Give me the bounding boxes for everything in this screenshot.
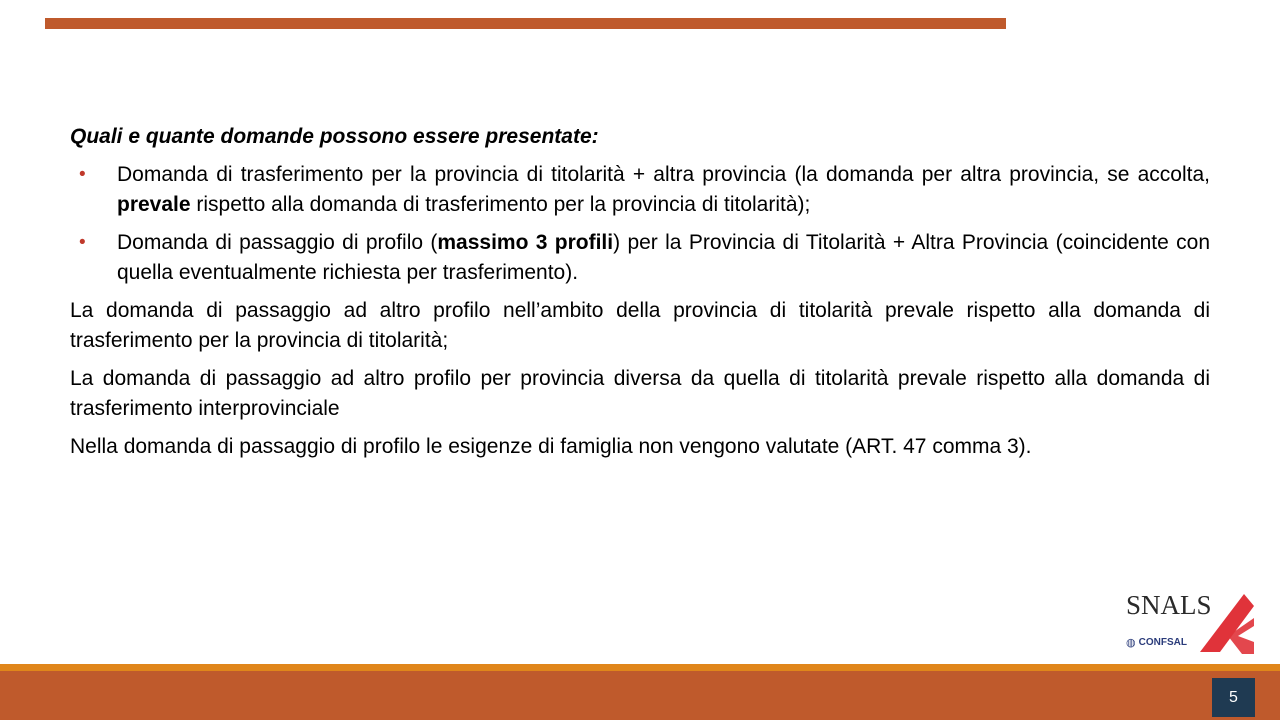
paragraph: La domanda di passaggio ad altro profilo nell’ambito della provincia di titolarità prevale rispetto alla domanda di trasferimento per la provincia di titolarità; bbox=[70, 299, 1210, 352]
list-item bbox=[70, 160, 1210, 220]
list-item bbox=[70, 228, 1210, 288]
bullet-text: Domanda di trasferimento per la provincia di titolarità + altra provincia (la domanda per altra provincia, se accolta, bbox=[117, 163, 1210, 186]
slide-heading: Quali e quante domande possono essere presentate: bbox=[70, 125, 599, 148]
footer-bar bbox=[0, 671, 1280, 720]
slide-content bbox=[70, 122, 1210, 470]
paragraph: La domanda di passaggio ad altro profilo per provincia diversa da quella di titolarità prevale rispetto alla domanda di trasferimento interprovinciale bbox=[70, 367, 1210, 420]
bullet-marker: • bbox=[79, 164, 86, 185]
paragraph: Nella domanda di passaggio di profilo le esigenze di famiglia non vengono valutate (ART. 47 comma 3). bbox=[70, 435, 1032, 458]
bullet-bold-text: prevale bbox=[117, 193, 191, 216]
bullet-text: rispetto alla domanda di trasferimento per la provincia di titolarità); bbox=[190, 193, 811, 216]
snals-logo-mark-icon bbox=[1198, 592, 1258, 654]
page-number: 5 bbox=[1212, 678, 1255, 717]
logo-sub-text: CONFSAL bbox=[1138, 637, 1187, 648]
snals-logo bbox=[1124, 590, 1260, 656]
footer-accent-line bbox=[0, 664, 1280, 671]
logo-sub bbox=[1126, 636, 1187, 649]
top-accent-bar bbox=[45, 18, 1006, 29]
bullet-text: ) per la Provincia di Titolarità + Altra Provincia (coincidente con quella eventualmente richiesta per trasferimento). bbox=[117, 231, 1211, 284]
logo-name: SNALS bbox=[1126, 590, 1212, 620]
bullet-bold-text: massimo 3 profili bbox=[437, 231, 614, 254]
globe-icon: ◍ bbox=[1126, 637, 1136, 649]
bullet-list bbox=[70, 160, 1210, 288]
bullet-text: Domanda di passaggio di profilo ( bbox=[117, 231, 438, 254]
bullet-marker: • bbox=[79, 232, 86, 253]
